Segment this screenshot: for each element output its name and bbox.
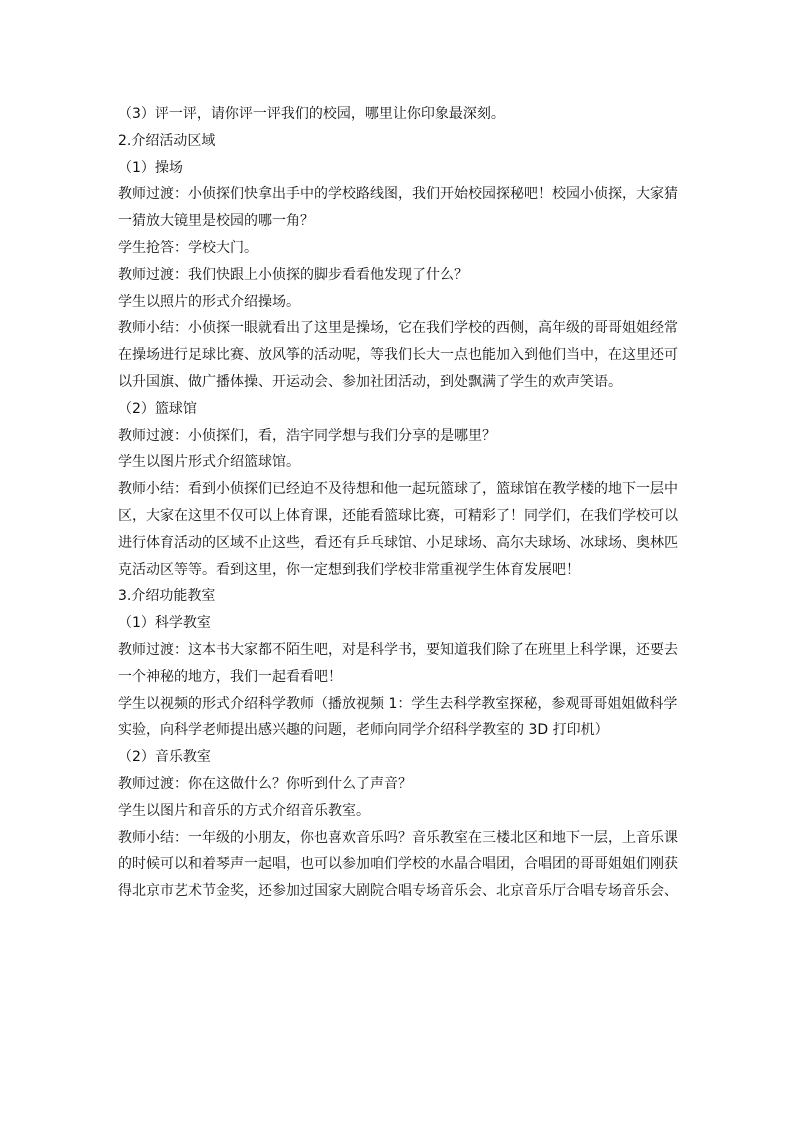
paragraph-line: 教师过渡：小侦探们快拿出手中的学校路线图，我们开始校园探秘吧！校园小侦探，大家猜 (118, 186, 678, 203)
paragraph-line: 在操场进行足球比赛、放风筝的活动呢，等我们长大一点也能加入到他们当中，在这里还可 (118, 347, 678, 364)
paragraph-line: 教师过渡：小侦探们，看，浩宇同学想与我们分享的是哪里？ (118, 427, 496, 444)
paragraph-line: 得北京市艺术节金奖，还参加过国家大剧院合唱专场音乐会、北京音乐厅合唱专场音乐会、 (118, 883, 678, 900)
section-heading: 3.介绍功能教室 (118, 588, 216, 605)
paragraph-line: 学生抢答：学校大门。 (118, 239, 258, 256)
paragraph-line: 学生以图片形式介绍篮球馆。 (118, 454, 300, 471)
subsection-heading: （1）操场 (118, 159, 183, 176)
paragraph-line: 克活动区等等。看到这里，你一定想到我们学校非常重视学生体育发展吧！ (118, 561, 580, 578)
paragraph-line: 进行体育活动的区域不止这些，看还有乒乓球馆、小足球场、高尔夫球场、冰球场、奥林匹 (118, 534, 678, 551)
paragraph-line: 学生以视频的形式介绍科学教师（播放视频 1：学生去科学教室探秘，参观哥哥姐姐做科学 (118, 695, 678, 712)
subsection-heading: （1）科学教室 (118, 615, 211, 632)
paragraph-line: 教师小结：看到小侦探们已经迫不及待想和他一起玩篮球了，篮球馆在教学楼的地下一层中 (118, 481, 678, 498)
paragraph-line: 教师过渡：你在这做什么？你听到什么了声音？ (118, 775, 412, 792)
paragraph-line: 的时候可以和着琴声一起唱，也可以参加咱们学校的水晶合唱团，合唱团的哥哥姐姐们刚获 (118, 856, 678, 873)
subsection-heading: （2）篮球馆 (118, 400, 197, 417)
paragraph-line: 一个神秘的地方，我们一起看看吧！ (118, 668, 342, 685)
subsection-heading: （2）音乐教室 (118, 749, 211, 766)
paragraph-line: （3）评一评，请你评一评我们的校园，哪里让你印象最深刻。 (118, 106, 505, 122)
paragraph-line: 教师过渡：我们快跟上小侦探的脚步看看他发现了什么？ (118, 266, 468, 283)
paragraph-line: 区，大家在这里不仅可以上体育课，还能看篮球比赛，可精彩了！同学们，在我们学校可以 (118, 507, 678, 524)
paragraph-line: 教师小结：一年级的小朋友，你也喜欢音乐吗？音乐教室在三楼北区和地下一层，上音乐课 (118, 829, 678, 846)
paragraph-line: 教师过渡：这本书大家都不陌生吧，对是科学书，要知道我们除了在班里上科学课，还要去 (118, 641, 678, 658)
paragraph-line: 以升国旗、做广播体操、开运动会、参加社团活动，到处飘满了学生的欢声笑语。 (118, 373, 622, 390)
paragraph-line: 一猜放大镜里是校园的哪一角？ (118, 213, 314, 230)
section-heading: 2.介绍活动区域 (118, 132, 216, 149)
paragraph-line: 学生以图片和音乐的方式介绍音乐教室。 (118, 802, 370, 819)
document-body (118, 101, 678, 905)
paragraph-line: 实验，向科学老师提出感兴趣的问题，老师向同学介绍科学教室的 3D 打印机） (118, 722, 609, 739)
paragraph-line: 教师小结：小侦探一眼就看出了这里是操场，它在我们学校的西侧，高年级的哥哥姐姐经常 (118, 320, 678, 337)
paragraph-line: 学生以照片的形式介绍操场。 (118, 293, 300, 310)
